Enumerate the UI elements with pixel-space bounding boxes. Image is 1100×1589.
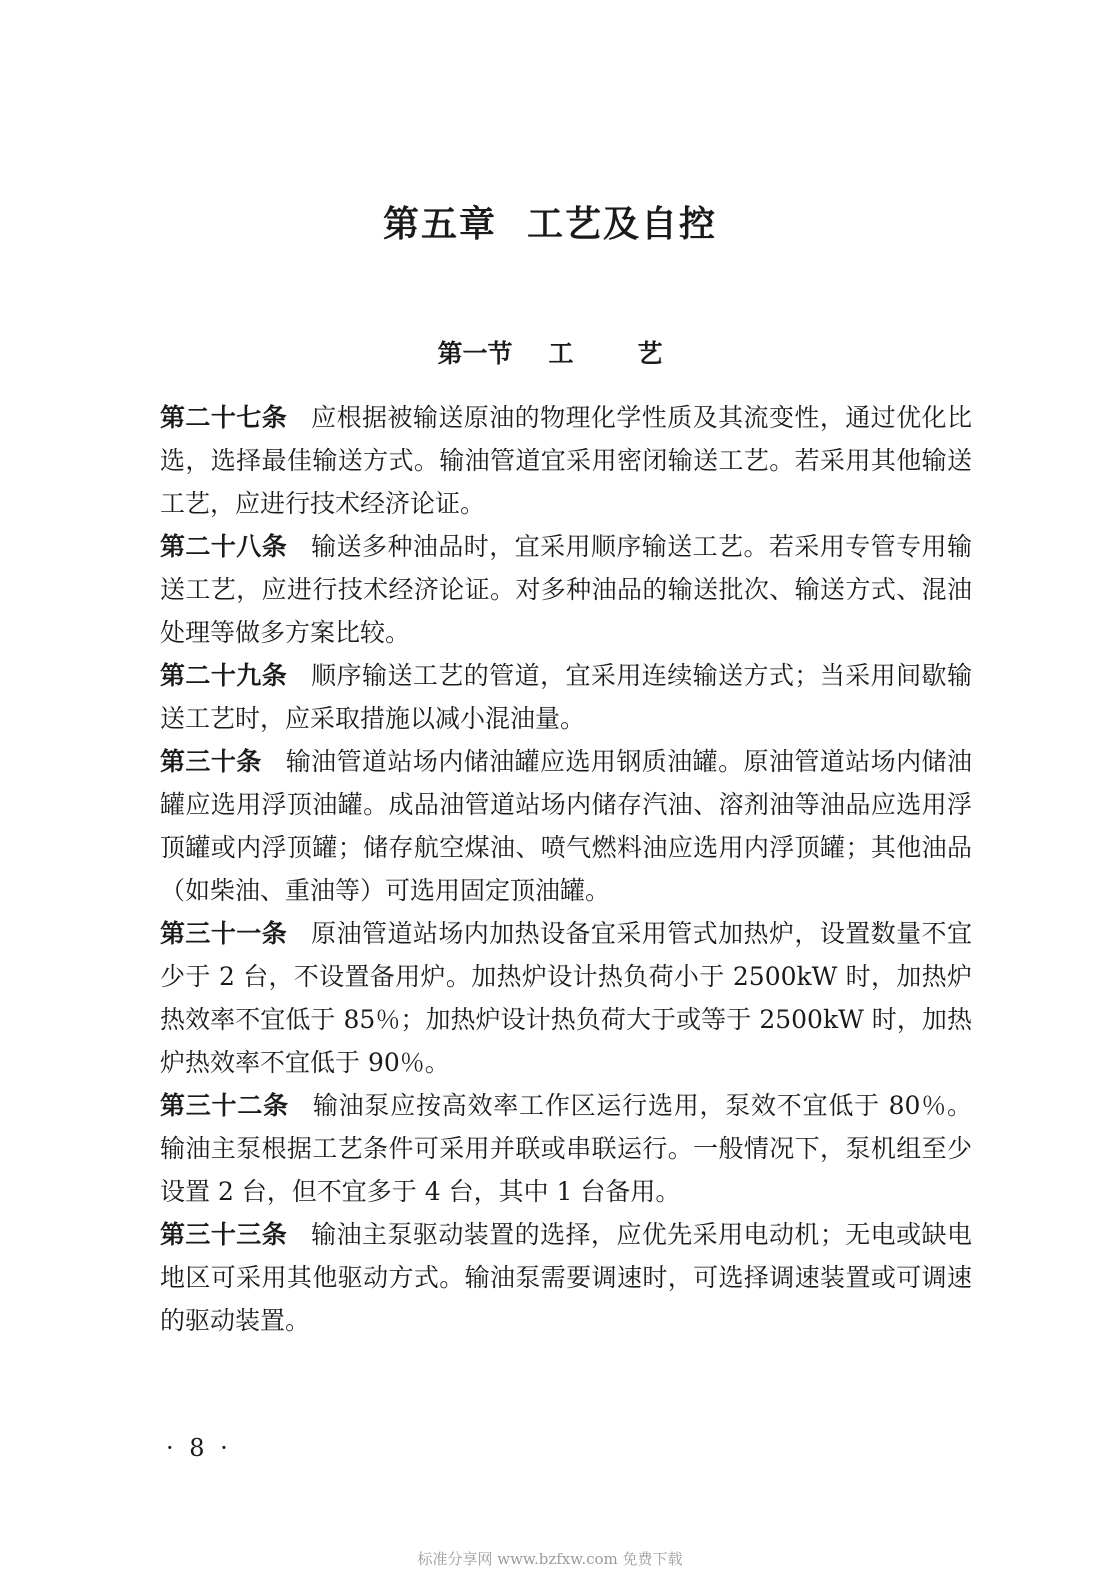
section-name-part2: 艺 <box>637 339 663 368</box>
article-28 <box>160 525 972 654</box>
article-text: 输送多种油品时，宜采用顺序输送工艺。若采用专管专用输送工艺，应进行技术经济论证。对多种油品的输送批次、输送方式、混油处理等做多方案比较。 <box>160 532 972 647</box>
article-label: 第三十二条 <box>160 1091 289 1120</box>
watermark: 标准分享网 www.bzfxw.com 免费下载 <box>417 1550 683 1568</box>
article-text: 顺序输送工艺的管道，宜采用连续输送方式；当采用间歇输送工艺时，应采取措施以减小混油量。 <box>160 661 972 733</box>
article-text: 输油主泵驱动装置的选择，应优先采用电动机；无电或缺电地区可采用其他驱动方式。输油泵需要调速时，可选择调速装置或可调速的驱动装置。 <box>160 1220 972 1335</box>
section-name-part1: 工 <box>548 339 574 368</box>
article-30 <box>160 740 972 912</box>
page-number: · 8 · <box>166 1434 232 1462</box>
section-number: 第一节 <box>437 339 513 368</box>
article-label: 第三十一条 <box>160 919 288 948</box>
article-text: 输油管道站场内储油罐应选用钢质油罐。原油管道站场内储油罐应选用浮顶油罐。成品油管道站场内储存汽油、溶剂油等油品应选用浮顶罐或内浮顶罐；储存航空煤油、喷气燃料油应选用内浮顶罐；其他油品（如柴油、重油等）可选用固定顶油罐。 <box>160 747 972 905</box>
article-29 <box>160 654 972 740</box>
article-label: 第二十七条 <box>160 403 288 432</box>
article-text: 原油管道站场内加热设备宜采用管式加热炉，设置数量不宜少于 2 台，不设置备用炉。加热炉设计热负荷小于 2500kW 时，加热炉热效率不宜低于 85％；加热炉设计热负荷大于或等于 2500kW 时，加热炉热效率不宜低于 90％。 <box>160 919 972 1077</box>
article-27 <box>160 396 972 525</box>
chapter-number: 第五章 <box>382 204 497 245</box>
article-text: 应根据被输送原油的物理化学性质及其流变性，通过优化比选，选择最佳输送方式。输油管道宜采用密闭输送工艺。若采用其他输送工艺，应进行技术经济论证。 <box>160 403 972 518</box>
chapter-name: 工艺及自控 <box>527 204 718 245</box>
article-label: 第二十九条 <box>160 661 288 690</box>
article-32 <box>160 1084 972 1213</box>
article-33 <box>160 1213 972 1342</box>
article-text: 输油泵应按高效率工作区运行选用，泵效不宜低于 80％。输油主泵根据工艺条件可采用并联或串联运行。一般情况下，泵机组至少设置 2 台，但不宜多于 4 台，其中 1 台备用。 <box>160 1091 972 1206</box>
section-title <box>0 334 1100 370</box>
article-label: 第三十条 <box>160 747 262 776</box>
article-31 <box>160 912 972 1084</box>
chapter-title <box>0 196 1100 247</box>
article-label: 第二十八条 <box>160 532 288 561</box>
article-label: 第三十三条 <box>160 1220 288 1249</box>
body-text <box>160 396 972 1342</box>
